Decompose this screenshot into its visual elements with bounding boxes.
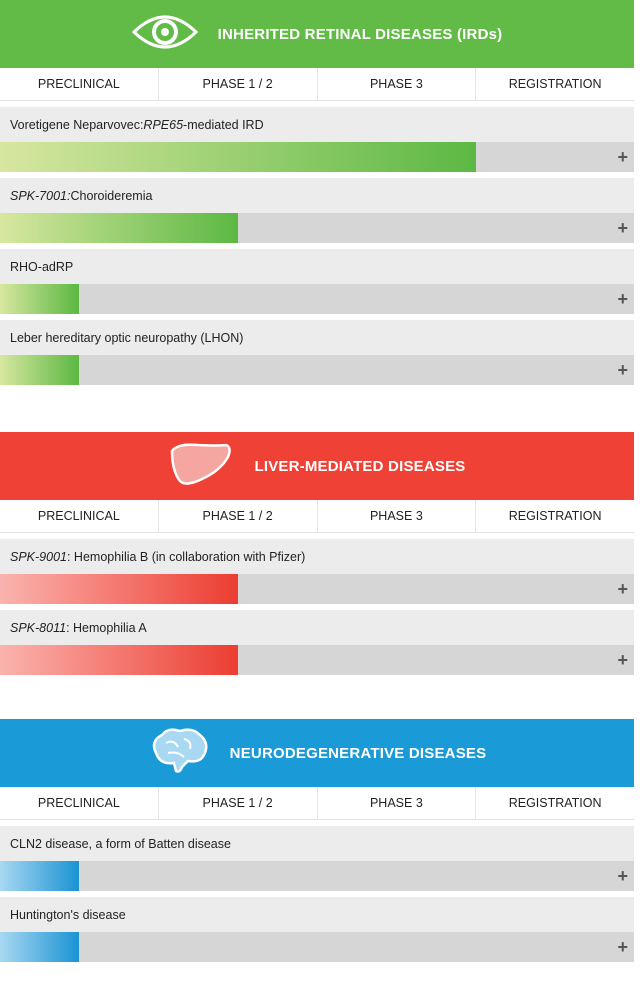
program-name-part: SPK-7001: (10, 188, 71, 203)
phase-header-row (0, 500, 634, 533)
program-name (0, 178, 634, 213)
program-row (0, 539, 634, 604)
expand-plus-icon[interactable]: + (617, 579, 628, 599)
program-name-part: : Hemophilia B (in collaboration with Pfizer) (66, 549, 306, 564)
program-row (0, 320, 634, 385)
program-name-part: RHO-adRP (10, 259, 74, 274)
program-name-part: : Hemophilia A (66, 620, 147, 635)
program-name-part: Leber hereditary optic neuropathy (LHON) (10, 330, 244, 345)
section-title: NEURODEGENERATIVE DISEASES (229, 744, 487, 762)
expand-plus-icon[interactable]: + (617, 218, 628, 238)
section-header (0, 0, 634, 68)
progress-fill (0, 932, 79, 962)
phase-label: PRECLINICAL (0, 500, 159, 532)
progress-fill (0, 142, 476, 172)
section-title: INHERITED RETINAL DISEASES (IRDs) (217, 25, 503, 43)
progress-fill (0, 861, 79, 891)
phase-header-row (0, 787, 634, 820)
phase-label: PHASE 3 (318, 500, 477, 532)
expand-plus-icon[interactable]: + (617, 937, 628, 957)
phase-label: PHASE 3 (318, 68, 477, 100)
progress-track (0, 284, 634, 314)
phase-label: REGISTRATION (508, 509, 602, 523)
section-title: LIVER-MEDIATED DISEASES (254, 457, 466, 475)
progress-track (0, 142, 634, 172)
phase-label: PRECLINICAL (0, 787, 159, 819)
program-name-part: RPE65 (143, 117, 184, 132)
progress-track (0, 861, 634, 891)
pipeline-section (0, 432, 634, 675)
program-row (0, 897, 634, 962)
progress-fill (0, 284, 79, 314)
program-name-part: SPK-8011 (10, 620, 67, 635)
progress-fill (0, 355, 79, 385)
program-name (0, 320, 634, 355)
phase-label: REGISTRATION (508, 796, 602, 810)
program-name (0, 826, 634, 861)
program-name (0, 539, 634, 574)
progress-track (0, 645, 634, 675)
program-name (0, 249, 634, 284)
phase-label: REGISTRATION (508, 77, 602, 91)
program-row (0, 178, 634, 243)
progress-fill (0, 645, 238, 675)
expand-plus-icon[interactable]: + (617, 866, 628, 886)
progress-fill (0, 213, 238, 243)
program-name-part: SPK-9001 (10, 549, 67, 564)
section-header (0, 432, 634, 500)
program-name-part: -mediated IRD (183, 117, 264, 132)
program-name-part: CLN2 disease, a form of Batten disease (10, 836, 231, 851)
pipeline-section (0, 0, 634, 385)
progress-track (0, 213, 634, 243)
phase-header-row (0, 68, 634, 101)
phase-label: PHASE 1 / 2 (159, 787, 318, 819)
phase-label: PHASE 3 (318, 787, 477, 819)
program-name-part: Huntington's disease (10, 907, 126, 922)
program-name (0, 610, 634, 645)
pipeline-section (0, 719, 634, 962)
expand-plus-icon[interactable]: + (617, 147, 628, 167)
expand-plus-icon[interactable]: + (617, 360, 628, 380)
program-row (0, 610, 634, 675)
program-name-part: Voretigene Neparvovec: (10, 117, 144, 132)
expand-plus-icon[interactable]: + (617, 650, 628, 670)
program-name-part: Choroideremia (70, 188, 153, 203)
progress-track (0, 355, 634, 385)
phase-label: PHASE 1 / 2 (159, 68, 318, 100)
expand-plus-icon[interactable]: + (617, 289, 628, 309)
progress-track (0, 574, 634, 604)
progress-fill (0, 574, 238, 604)
liver-icon (168, 441, 234, 492)
program-row (0, 249, 634, 314)
section-header (0, 719, 634, 787)
phase-label: PHASE 1 / 2 (159, 500, 318, 532)
program-name (0, 897, 634, 932)
program-row (0, 107, 634, 172)
program-name (0, 107, 634, 142)
phase-label: PRECLINICAL (0, 68, 159, 100)
program-row (0, 826, 634, 891)
brain-icon (148, 727, 210, 780)
eye-icon (132, 10, 198, 59)
progress-track (0, 932, 634, 962)
